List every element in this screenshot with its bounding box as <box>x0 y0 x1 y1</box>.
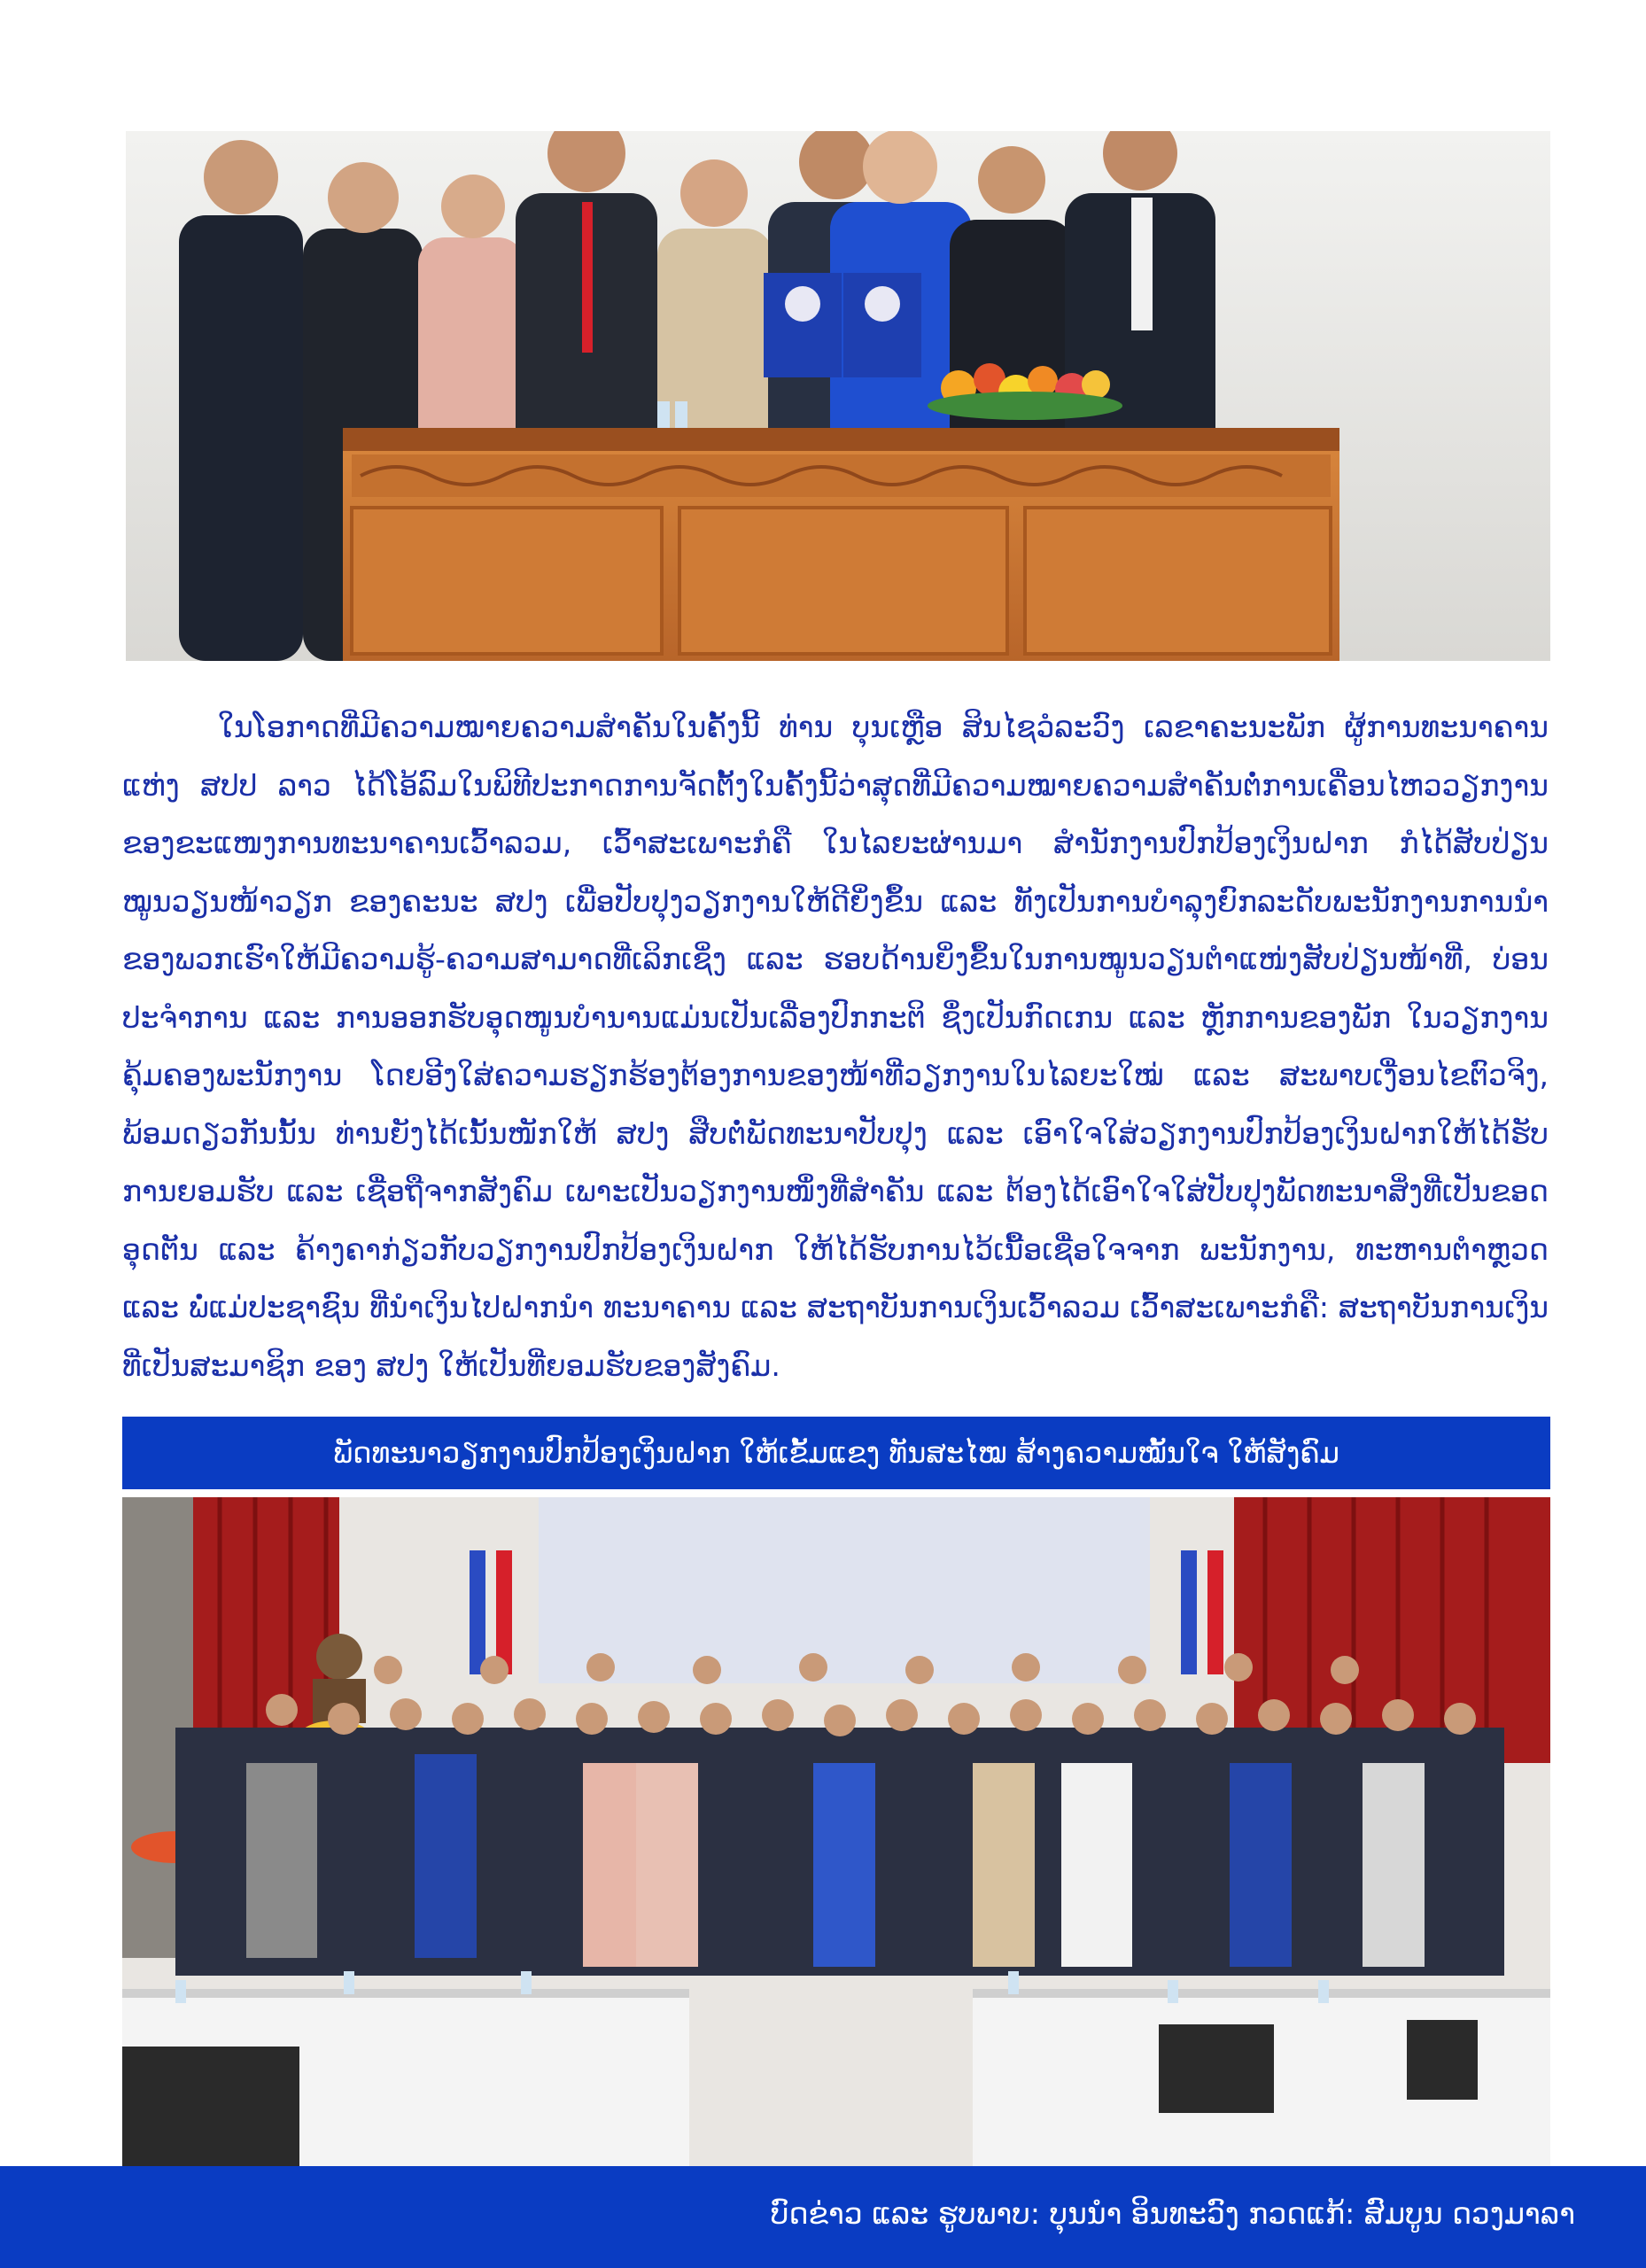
article-paragraph: ໃນໂອກາດທີ່ມີຄວາມໝາຍຄວາມສຳຄັນໃນຄັ້ງນີ້ ທ່ານ ບຸນເຫຼືອ ສິນໄຊວໍລະວົງ ເລຂາຄະນະພັກ ຜູ້ການທະນາຄານແຫ່ງ ສປປ ລາວ ໄດ້ໂອ້ລົມໃນພິທີປະກາດການຈັດຕັ້ງໃນຄັ້ງນີ້ວ່າສຸດທີ່ມີຄວາມໝາຍຄວາມສຳຄັນຕໍ່ການເຄື່ອນໄຫວວຽກງານ ຂອງຂະແໜງການທະນາຄານເວົ້າລວມ, ເວົ້າສະເພາະກໍຄື ໃນໄລຍະຜ່ານມາ ສຳນັກງານປົກປ້ອງເງິນຝາກ ກໍໄດ້ສັບປ່ຽນໝູນວຽນໜ້າວຽກ ຂອງຄະນະ ສປງ ເພື່ອປັບປຸງວຽກງານໃຫ້ດີຍິ່ງຂຶ້ນ ແລະ ທັງເປັນການບຳລຸງຍົກລະດັບພະນັກງານການນຳ ຂອງພວກເຮົາໃຫ້ມີຄວາມຮູ້-ຄວາມສາມາດທີ່ເລິກເຊິ່ງ ແລະ ຮອບດ້ານຍິ່ງຂຶ້ນໃນການໝູນວຽນຕຳແໜ່ງສັບປ່ຽນໜ້າທີ່, ບ່ອນປະຈຳການ ແລະ ການອອກຮັບອຸດໜູນບຳນານແມ່ນເປັນເລື່ອງປົກກະຕິ ຊຶ່ງເປັນກົດເກນ ແລະ ຫຼັກການຂອງພັກ ໃນວຽກງານຄຸ້ມຄອງພະນັກງານ ໂດຍອີງໃສ່ຄວາມຮຽກຮ້ອງຕ້ອງການຂອງໜ້າທີ່ວຽກງານໃນໄລຍະໃໝ່ ແລະ ສະພາບເງື່ອນໄຂຕົວຈິງ, ພ້ອມດຽວກັນນັ້ນ ທ່ານຍັງໄດ້ເນັ້ນໜັກໃຫ້ ສປງ ສືບຕໍ່ພັດທະນາປັບປຸງ ແລະ ເອົາໃຈໃສ່ວຽກງານປົກປ້ອງເງິນຝາກໃຫ້ໄດ້ຮັບການຍອມຮັບ ແລະ ເຊື່ອຖືຈາກສັງຄົມ ເພາະເປັນວຽກງານໜຶ່ງທີ່ສຳຄັນ ແລະ ຕ້ອງໄດ້ເອົາໃຈໃສ່ປັບປຸງພັດທະນາສິ່ງທີ່ເປັນຂອດອຸດຕັນ ແລະ ຄ້າງຄາກ່ຽວກັບວຽກງານປົກປ້ອງເງິນຝາກ ໃຫ້ໄດ້ຮັບການໄວ້ເນື້ອເຊື່ອໃຈຈາກ ພະນັກງານ, ທະຫານຕຳຫຼວດ ແລະ ພໍ່ແມ່ປະຊາຊົນ ທີ່ນຳເງິນໄປຝາກນຳ ທະນາຄານ ແລະ ສະຖາບັນການເງິນເວົ້າລວມ ເວົ້າສະເພາະກໍຄື: ສະຖາບັນການເງິນ ທີ່ເປັນສະມາຊິກ ຂອງ ສປງ ໃຫ້ເປັນທີ່ຍອມຮັບຂອງສັງຄົມ. <box>122 710 1549 1383</box>
section-banner-text: ພັດທະນາວຽກງານປົກປ້ອງເງິນຝາກ ໃຫ້ເຂັ້ມແຂງ ທັນສະໄໝ ສ້າງຄວາມໝັ້ນໃຈ ໃຫ້ສັງຄົມ <box>333 1436 1339 1470</box>
group-photo <box>122 1497 1550 2166</box>
section-banner <box>122 1417 1550 1489</box>
signing-ceremony-photo <box>126 131 1550 661</box>
footer-bar <box>0 2166 1646 2268</box>
footer-credit: ບົດຂ່າວ ແລະ ຮູບພາບ: ບຸນນຳ ອິນທະວົງ ກວດແກ້: ສົມບູນ ດວງມາລາ <box>770 2196 1575 2231</box>
